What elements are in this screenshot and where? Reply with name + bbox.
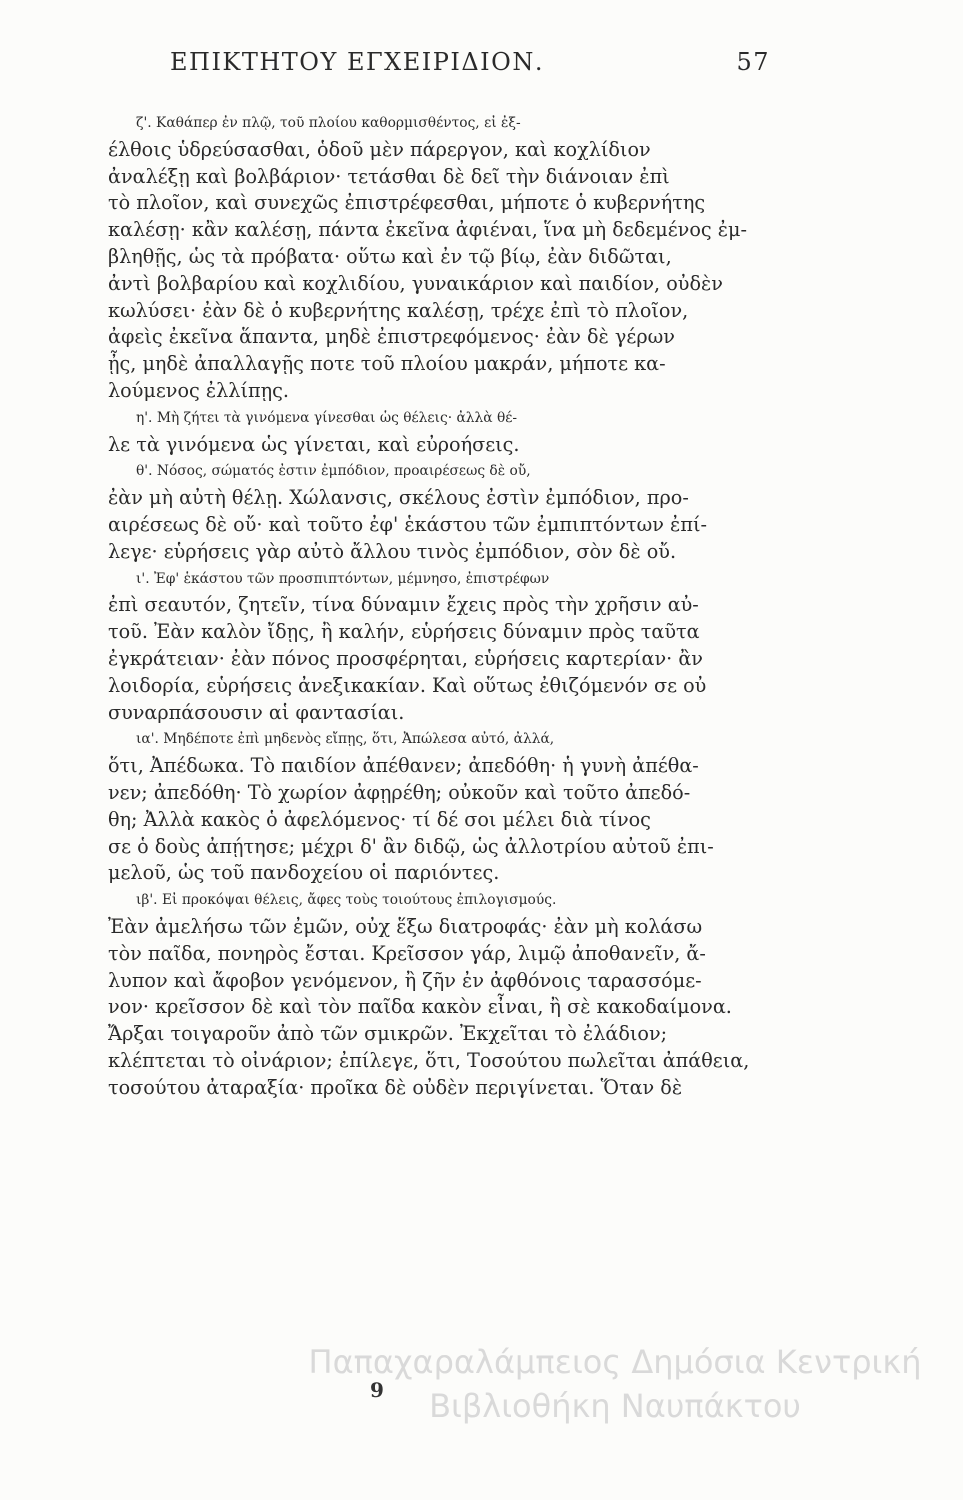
text-line: καλέσῃ· κἂν καλέσῃ, πάντα ἐκεῖνα ἀφιέναι, ἵνα μὴ δεδεμένος ἐμ- bbox=[108, 218, 747, 242]
text-line: ἐπὶ σεαυτόν, ζητεῖν, τίνα δύναμιν ἔχεις πρὸς τὴν χρῆσιν αὐ- bbox=[108, 593, 699, 617]
text-line: θ'. Νόσος, σώματός ἐστιν ἐμπόδιον, προαιρέσεως δὲ οὔ, bbox=[136, 463, 531, 480]
text-line: η'. Μὴ ζήτει τὰ γινόμενα γίνεσθαι ὡς θέλεις· ἀλλὰ θέ- bbox=[136, 409, 518, 426]
text-line: τοῦ. Ἐὰν καλὸν ἴδῃς, ἢ καλήν, εὑρήσεις δύναμιν πρὸς ταῦτα bbox=[108, 620, 700, 644]
text-line: λυπον καὶ ἄφοβον γενόμενον, ἢ ζῆν ἐν ἀφθόνοις ταρασσόμε- bbox=[108, 968, 702, 992]
page-number: 57 bbox=[736, 48, 770, 76]
text-line: κλέπτεται τὸ οἰνάριον; ἐπίλεγε, ὅτι, Τοσούτου πωλεῖται ἀπάθεια, bbox=[108, 1048, 750, 1072]
signature-mark: 9 bbox=[370, 1378, 384, 1402]
text-line: Ἐὰν ἀμελήσω τῶν ἐμῶν, οὐχ ἕξω διατροφάς· ἐὰν μὴ κολάσω bbox=[108, 914, 703, 938]
text-line: βληθῇς, ὡς τὰ πρόβατα· οὕτω καὶ ἐν τῷ βίῳ, ἐὰν διδῶται, bbox=[108, 244, 672, 268]
text-line: ὅτι, Ἀπέδωκα. Τὸ παιδίον ἀπέθανεν; ἀπεδόθη· ἡ γυνὴ ἀπέθα- bbox=[108, 754, 699, 778]
text-line: ια'. Μηδέποτε ἐπὶ μηδενὸς εἴπῃς, ὅτι, Ἀπώλεσα αὐτό, ἀλλά, bbox=[136, 731, 555, 748]
text-line: σε ὁ δοὺς ἀπῄτησε; μέχρι δ' ἂν διδῷ, ὡς ἀλλοτρίου αὐτοῦ ἐπι- bbox=[108, 834, 714, 858]
text-line: συναρπάσουσιν αἱ φαντασίαι. bbox=[108, 700, 405, 724]
paragraph bbox=[108, 458, 780, 565]
paragraph bbox=[108, 726, 780, 887]
text-line: ἐὰν μὴ αὐτὴ θέλῃ. Χώλανσις, σκέλους ἐστὶν ἐμπόδιον, προ- bbox=[108, 486, 689, 510]
text-line: ι'. Ἐφ' ἑκάστου τῶν προσπιπτόντων, μέμνησο, ἐπιστρέφων bbox=[136, 570, 550, 587]
running-header bbox=[150, 40, 770, 80]
text-line: ἀναλέξῃ καὶ βολβάριον· τετάσθαι δὲ δεῖ τὴν διάνοιαν ἐπὶ bbox=[108, 164, 670, 188]
text-line: τοσούτου ἀταραξία· προῖκα δὲ οὐδὲν περιγίνεται. Ὅταν δὲ bbox=[108, 1075, 683, 1099]
paragraph bbox=[108, 110, 780, 405]
paragraph bbox=[108, 887, 780, 1101]
text-line: κωλύσει· ἐὰν δὲ ὁ κυβερνήτης καλέσῃ, τρέχε ἐπὶ τὸ πλοῖον, bbox=[108, 298, 689, 322]
running-title: ΕΠΙΚΤΗΤΟΥ ΕΓΧΕΙΡΙΔΙΟΝ. bbox=[170, 48, 544, 76]
text-line: Ἄρξαι τοιγαροῦν ἀπὸ τῶν σμικρῶν. Ἐκχεῖται τὸ ἐλάδιον; bbox=[108, 1022, 668, 1046]
text-line: ιβ'. Εἰ προκόψαι θέλεις, ἄφες τοὺς τοιούτους ἐπιλογισμούς. bbox=[136, 892, 557, 909]
text-line: τὸ πλοῖον, καὶ συνεχῶς ἐπιστρέφεσθαι, μήποτε ὁ κυβερνήτης bbox=[108, 191, 706, 215]
text-line: έλθοις ὑδρεύσασθαι, ὁδοῦ μὲν πάρεργον, καὶ κοχλίδιον bbox=[108, 137, 651, 161]
text-line: λούμενος ἐλλίπῃς. bbox=[108, 378, 289, 402]
text-line: αιρέσεως δὲ οὔ· καὶ τοῦτο ἐφ' ἑκάστου τῶν ἐμπιπτόντων ἐπί- bbox=[108, 512, 707, 536]
text-line: λεγε· εὑρήσεις γὰρ αὐτὸ ἄλλου τινὸς ἐμπόδιον, σὸν δὲ οὔ. bbox=[108, 539, 677, 563]
text-line: θη; Ἀλλὰ κακὸς ὁ ἀφελόμενος· τί δέ σοι μέλει διὰ τίνος bbox=[108, 807, 651, 831]
text-line: λε τὰ γινόμενα ὡς γίνεται, καὶ εὐροήσεις. bbox=[108, 432, 520, 456]
text-line: τὸν παῖδα, πονηρὸς ἔσται. Κρεῖσσον γάρ, λιμῷ ἀποθανεῖν, ἄ- bbox=[108, 941, 706, 965]
text-line: ἀντὶ βολβαρίου καὶ κοχλιδίου, γυναικάριον καὶ παιδίον, οὐδὲν bbox=[108, 271, 723, 295]
text-line: ἐγκράτειαν· ἐὰν πόνος προσφέρηται, εὑρήσεις καρτερίαν· ἂν bbox=[108, 646, 703, 670]
watermark-line-2: Βιβλιοθήκη Ναυπάκτου bbox=[429, 1387, 801, 1425]
paragraph bbox=[108, 566, 780, 727]
text-line: μελοῦ, ὡς τοῦ πανδοχείου οἱ παριόντες. bbox=[108, 861, 500, 885]
main-text bbox=[108, 110, 780, 1101]
text-line: ζ'. Καθάπερ ἐν πλῷ, τοῦ πλοίου καθορμισθέντος, εἰ ἐξ- bbox=[136, 115, 521, 131]
text-line: λοιδορία, εὑρήσεις ἀνεξικακίαν. Καὶ οὕτως ἐθιζόμενόν σε οὐ bbox=[108, 673, 707, 697]
text-line: νον· κρεῖσσον δὲ καὶ τὸν παῖδα κακὸν εἶναι, ἢ σὲ κακοδαίμονα. bbox=[108, 995, 732, 1019]
text-line: ᾖς, μηδὲ ἀπαλλαγῇς ποτε τοῦ πλοίου μακράν, μήποτε κα- bbox=[108, 352, 666, 376]
watermark-line-1: Παπαχαραλάμπειος Δημόσια Κεντρική bbox=[308, 1343, 922, 1381]
text-line: ἀφεὶς ἐκεῖνα ἅπαντα, μηδὲ ἐπιστρεφόμενος· ἐὰν δὲ γέρων bbox=[108, 325, 675, 349]
paragraph bbox=[108, 405, 780, 459]
text-line: νεν; ἀπεδόθη· Τὸ χωρίον ἀφῃρέθη; οὐκοῦν καὶ τοῦτο ἀπεδό- bbox=[108, 780, 691, 804]
